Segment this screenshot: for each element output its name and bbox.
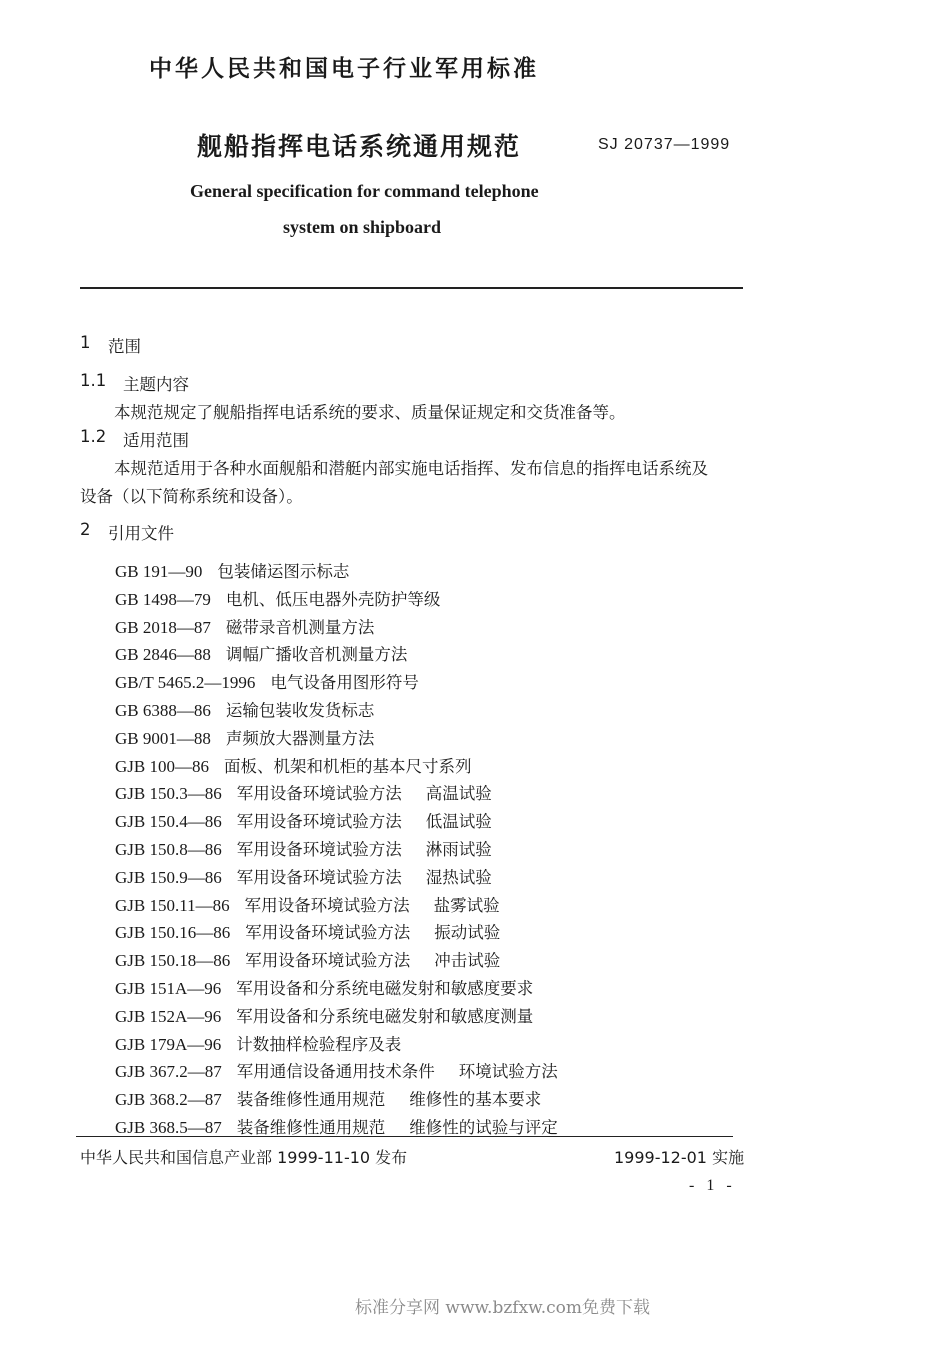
reference-item — [115, 586, 440, 614]
watermark: 标准分享网 www.bzfxw.com免费下载 — [355, 1298, 650, 1318]
section-1-1-number: 1.1 — [80, 371, 107, 390]
reference-subtitle: 环境试验方法 — [458, 1062, 558, 1082]
reference-item — [115, 1058, 558, 1086]
reference-item — [115, 697, 374, 725]
reference-title: 军用设备环境试验方法 — [244, 895, 410, 915]
section-2-title: 引用文件 — [108, 524, 174, 543]
reference-item — [115, 1031, 401, 1059]
reference-code: GB 191—90 — [115, 562, 203, 581]
english-title-line2: system on shipboard — [283, 217, 442, 237]
reference-subtitle: 低温试验 — [425, 812, 492, 832]
reference-code: GJB 150.18—86 — [115, 951, 231, 971]
reference-code: GJB 150.16—86 — [115, 923, 231, 943]
reference-item — [115, 614, 374, 642]
reference-title: 装备维修性通用规范 — [236, 1090, 386, 1110]
reference-code: GJB 150.11—86 — [115, 895, 230, 915]
standard-category-header: 中华人民共和国电子行业军用标准 — [149, 56, 539, 82]
section-2-number: 2 — [80, 520, 91, 539]
reference-item — [115, 975, 533, 1003]
reference-subtitle: 维修性的基本要求 — [409, 1090, 542, 1110]
page-number: - 1 - — [689, 1177, 736, 1194]
reference-title: 电气设备用图形符号 — [270, 673, 419, 693]
reference-code: GJB 150.9—86 — [115, 867, 222, 887]
reference-title: 军用通信设备通用技术条件 — [236, 1062, 435, 1082]
reference-title: 面板、机架和机柜的基本尺寸系列 — [223, 756, 472, 776]
reference-title: 军用设备环境试验方法 — [236, 840, 402, 859]
reference-item — [115, 947, 500, 975]
reference-code: GB 9001—88 — [115, 728, 211, 748]
standard-number: SJ 20737—1999 — [598, 136, 731, 153]
reference-code: GB/T 5465.2—1996 — [115, 673, 256, 693]
reference-title: 磁带录音机测量方法 — [225, 617, 375, 637]
reference-title: 军用设备环境试验方法 — [236, 867, 402, 887]
reference-item — [115, 892, 500, 920]
reference-item — [115, 836, 492, 864]
reference-title: 声频放大器测量方法 — [225, 728, 375, 748]
reference-code: GJB 100—86 — [115, 756, 209, 776]
reference-title: 计数抽样检验程序及表 — [236, 1034, 402, 1054]
section-1-2-paragraph-line2: 设备（以下简称系统和设备）。 — [80, 487, 303, 506]
reference-subtitle: 高温试验 — [425, 784, 492, 804]
reference-item — [115, 808, 492, 836]
reference-subtitle: 盐雾试验 — [433, 895, 500, 915]
reference-subtitle: 维修性的试验与评定 — [409, 1118, 558, 1137]
reference-subtitle: 冲击试验 — [434, 951, 501, 971]
section-1-2-title: 适用范围 — [123, 431, 189, 450]
reference-item — [115, 669, 419, 697]
reference-item — [115, 753, 471, 781]
reference-item — [115, 725, 374, 753]
reference-title: 装备维修性通用规范 — [236, 1118, 386, 1137]
reference-title: 军用设备和分系统电磁发射和敏感度测量 — [236, 1006, 534, 1026]
reference-code: GJB 368.2—87 — [115, 1090, 222, 1110]
reference-item — [115, 1114, 558, 1142]
english-title-line1: General specification for command telephone — [190, 181, 539, 201]
section-1-1-title: 主题内容 — [123, 375, 189, 394]
reference-code: GJB 150.4—86 — [115, 812, 222, 832]
header-divider — [80, 287, 743, 289]
section-1-number: 1 — [80, 333, 91, 352]
footer-divider — [76, 1136, 733, 1137]
reference-title: 包装储运图示标志 — [217, 562, 350, 581]
reference-item — [115, 641, 407, 669]
reference-title: 军用设备环境试验方法 — [245, 923, 411, 943]
reference-title: 军用设备环境试验方法 — [245, 951, 411, 971]
reference-code: GJB 179A—96 — [115, 1034, 222, 1054]
reference-item — [115, 1003, 533, 1031]
reference-subtitle: 振动试验 — [434, 923, 501, 943]
reference-title: 电机、低压电器外壳防护等级 — [225, 589, 441, 609]
reference-title: 调幅广播收音机测量方法 — [225, 645, 408, 665]
section-1-1-paragraph: 本规范规定了舰船指挥电话系统的要求、质量保证规定和交货准备等。 — [114, 403, 626, 422]
reference-item — [115, 780, 492, 808]
document-title: 舰船指挥电话系统通用规范 — [197, 132, 522, 161]
reference-code: GJB 152A—96 — [115, 1006, 222, 1026]
reference-item — [115, 919, 500, 947]
reference-code: GJB 151A—96 — [115, 979, 222, 998]
section-1-title: 范围 — [108, 337, 141, 356]
reference-code: GJB 368.5—87 — [115, 1118, 222, 1137]
reference-code: GB 2018—87 — [115, 617, 211, 637]
reference-code: GB 2846—88 — [115, 645, 211, 665]
section-1-2-number: 1.2 — [80, 427, 107, 446]
reference-item — [115, 1086, 541, 1114]
reference-code: GJB 367.2—87 — [115, 1062, 222, 1082]
reference-code: GB 6388—86 — [115, 701, 211, 720]
reference-title: 军用设备环境试验方法 — [236, 784, 402, 804]
reference-title: 运输包装收发货标志 — [225, 701, 375, 720]
effective-date: 1999-12-01 实施 — [614, 1148, 745, 1167]
reference-title: 军用设备和分系统电磁发射和敏感度要求 — [236, 979, 534, 998]
reference-item — [115, 864, 492, 892]
reference-code: GB 1498—79 — [115, 589, 211, 609]
reference-subtitle: 淋雨试验 — [425, 840, 492, 859]
reference-title: 军用设备环境试验方法 — [236, 812, 402, 832]
section-1-2-paragraph-line1: 本规范适用于各种水面舰船和潜艇内部实施电话指挥、发布信息的指挥电话系统及 — [114, 459, 708, 478]
issue-statement: 中华人民共和国信息产业部 1999-11-10 发布 — [80, 1148, 408, 1167]
reference-code: GJB 150.3—86 — [115, 784, 222, 804]
reference-code: GJB 150.8—86 — [115, 840, 222, 859]
reference-item — [115, 558, 349, 586]
reference-subtitle: 湿热试验 — [425, 867, 492, 887]
